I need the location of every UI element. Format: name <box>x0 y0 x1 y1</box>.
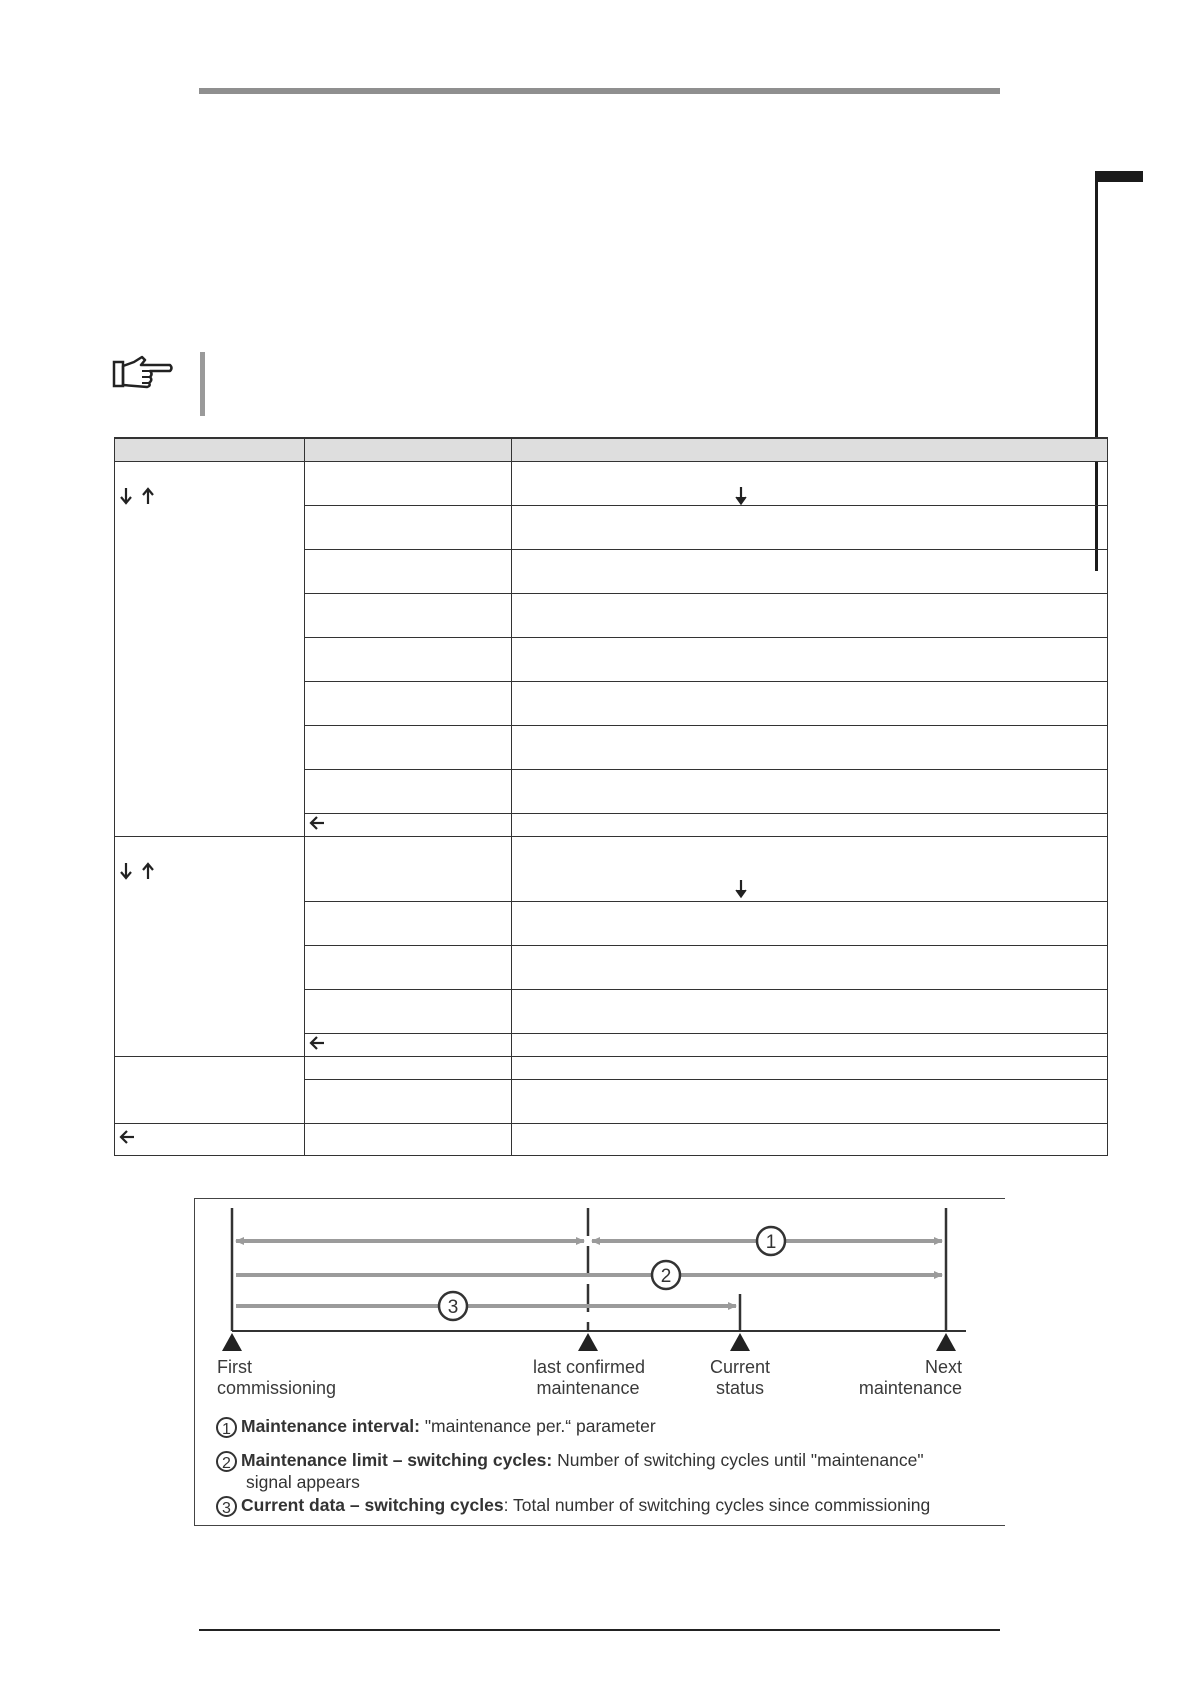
table-cell <box>512 1057 1108 1080</box>
table-cell <box>305 1034 512 1057</box>
table-cell <box>305 837 512 902</box>
table-cell <box>305 1124 512 1156</box>
triangle-marker <box>936 1333 956 1351</box>
arrow-up-icon <box>143 489 153 504</box>
menu-group-cell <box>115 837 305 1057</box>
last-maintenance-label: last confirmed maintenance <box>533 1357 646 1398</box>
chapter-tab-marker <box>1095 171 1143 182</box>
svg-text:3: 3 <box>447 1297 459 1318</box>
table-cell <box>305 946 512 990</box>
circle-marker-2 <box>652 1261 680 1289</box>
table-cell <box>305 638 512 682</box>
menu-structure-table <box>114 437 1108 1156</box>
table-cell <box>512 1080 1108 1124</box>
first-commissioning-label: First commissioning <box>217 1357 337 1398</box>
menu-group-cell <box>115 1057 305 1124</box>
table-cell <box>512 638 1108 682</box>
table-row <box>115 462 1108 506</box>
triangle-marker <box>730 1333 750 1351</box>
nav-arrows <box>118 486 158 511</box>
table-row <box>115 1124 1108 1156</box>
table-cell <box>305 462 512 506</box>
table-cell <box>512 814 1108 837</box>
arrow-down-icon <box>121 863 131 878</box>
table-cell <box>512 594 1108 638</box>
table-cell <box>305 1080 512 1124</box>
table-cell <box>512 1034 1108 1057</box>
table-header-cell <box>115 438 305 462</box>
table-cell <box>512 990 1108 1034</box>
table-cell <box>305 770 512 814</box>
arrow-down-icon <box>121 488 131 503</box>
pointing-hand-icon <box>112 354 174 390</box>
arrow-down-icon <box>734 879 748 899</box>
back-arrow-icon <box>308 1035 326 1051</box>
circle-marker-3 <box>439 1292 467 1320</box>
next-maintenance-label: Next maintenance <box>858 1357 962 1398</box>
table-cell <box>512 682 1108 726</box>
table-cell <box>512 946 1108 990</box>
current-status-label: Current status <box>709 1357 771 1398</box>
table-header-cell <box>512 438 1108 462</box>
legend-item-2: 2 Maintenance limit – switching cycles: Number of switching cycles until "maintenance" signal appears <box>216 1450 924 1492</box>
table-cell <box>512 506 1108 550</box>
table-cell <box>305 1057 512 1080</box>
back-arrow-icon <box>118 1129 136 1145</box>
table-cell <box>305 594 512 638</box>
note-bar <box>200 352 205 416</box>
triangle-marker <box>222 1333 242 1351</box>
table-cell <box>512 1124 1108 1156</box>
table-cell <box>305 682 512 726</box>
header-rule <box>199 88 1000 94</box>
table-cell <box>305 814 512 837</box>
table-cell <box>512 902 1108 946</box>
circle-marker-1 <box>757 1227 785 1255</box>
back-arrow-icon <box>308 815 326 831</box>
table-cell <box>305 902 512 946</box>
table-cell <box>512 726 1108 770</box>
svg-text:2: 2 <box>660 1266 672 1287</box>
table-cell <box>512 770 1108 814</box>
footer-rule <box>199 1629 1000 1631</box>
table-cell <box>305 726 512 770</box>
table-cell <box>115 1124 305 1156</box>
triangle-marker <box>578 1333 598 1351</box>
table-cell <box>305 990 512 1034</box>
legend-item-1: 1 Maintenance interval: "maintenance per.“ parameter <box>216 1416 656 1438</box>
svg-text:1: 1 <box>765 1232 777 1253</box>
table-cell <box>305 506 512 550</box>
table-cell <box>305 550 512 594</box>
table-row <box>115 1057 1108 1080</box>
table-cell <box>512 837 1108 902</box>
table-cell <box>512 550 1108 594</box>
table-header-cell <box>305 438 512 462</box>
arrow-down-icon <box>734 486 748 506</box>
table-row <box>115 837 1108 902</box>
menu-group-cell <box>115 462 305 837</box>
table-cell <box>512 462 1108 506</box>
nav-arrows <box>118 861 158 886</box>
arrow-up-icon <box>143 864 153 879</box>
legend-item-3: 3 Current data – switching cycles: Total number of switching cycles since commissioning <box>216 1495 930 1517</box>
table-header-row <box>115 438 1108 462</box>
